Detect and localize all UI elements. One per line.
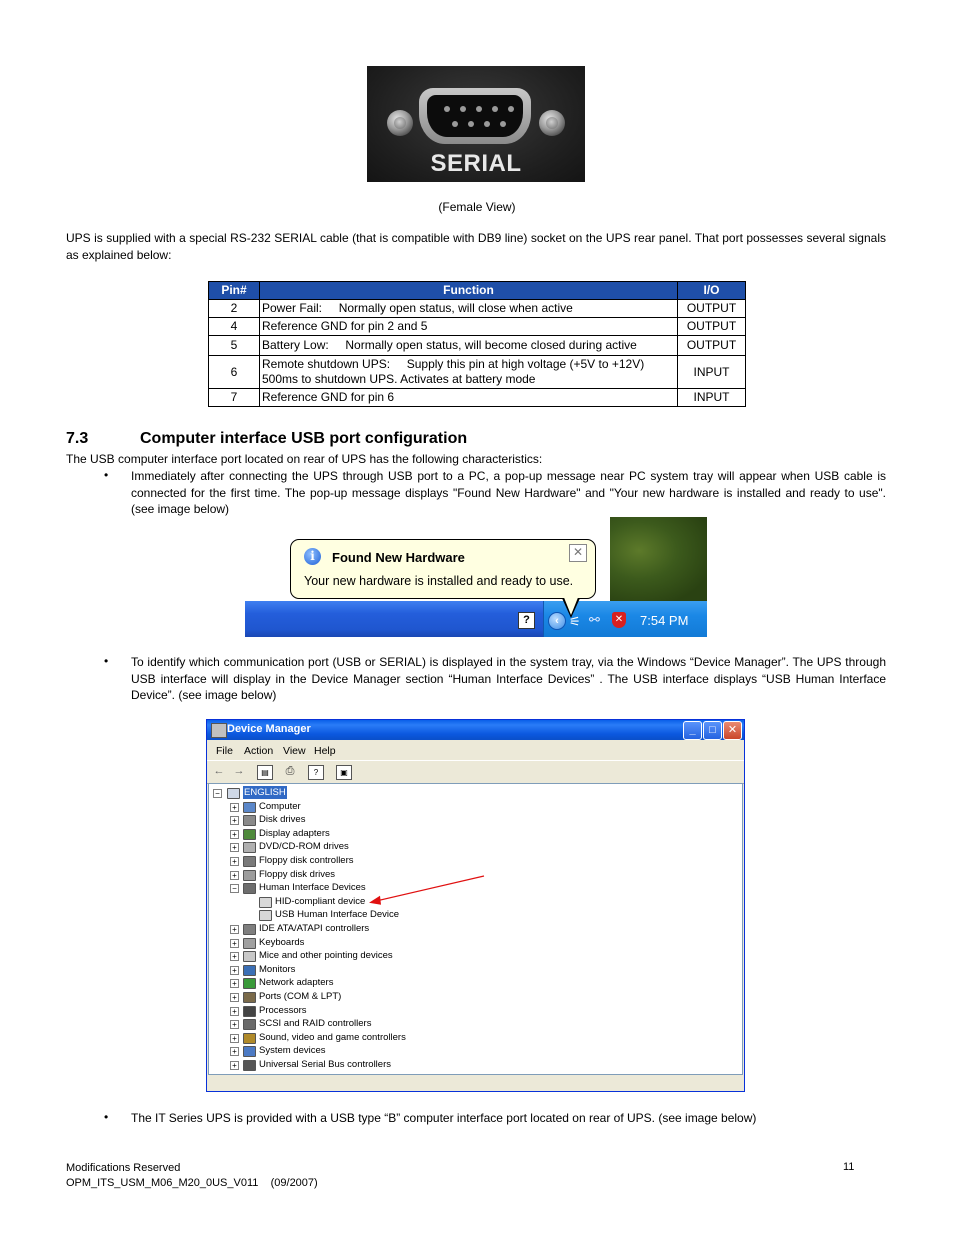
window-title: Device Manager bbox=[227, 723, 311, 735]
expand-toggle-icon[interactable]: + bbox=[230, 843, 239, 852]
arrow-head bbox=[369, 896, 381, 905]
expand-toggle-icon[interactable]: + bbox=[230, 857, 239, 866]
footer bbox=[66, 1161, 318, 1191]
bullet-icon: • bbox=[104, 654, 109, 668]
table-header-cell: I/O bbox=[678, 282, 746, 300]
tree-item-label: Computer bbox=[259, 800, 301, 812]
expand-toggle-icon[interactable]: + bbox=[230, 871, 239, 880]
left-screw-icon bbox=[387, 110, 413, 136]
help-icon[interactable]: ? bbox=[518, 612, 535, 629]
security-shield-icon[interactable]: ✕ bbox=[612, 612, 626, 628]
table-cell: 7 bbox=[209, 389, 260, 407]
table-cell: 4 bbox=[209, 318, 260, 336]
maximize-button[interactable]: □ bbox=[703, 721, 722, 740]
toolbar bbox=[207, 760, 744, 784]
tree-root-label: ENGLISH bbox=[244, 787, 286, 798]
bullet-text: The IT Series UPS is provided with a USB type “B” computer interface port located on rear of UPS. (see image below) bbox=[131, 1111, 757, 1125]
table-cell: 6 bbox=[209, 356, 260, 389]
serial-intro-paragraph: UPS is supplied with a special RS-232 SERIAL cable (that is compatible with DB9 line) socket on the UPS rear panel. That port possesses several signals as explained below: bbox=[66, 231, 886, 262]
desktop-wallpaper bbox=[610, 517, 707, 601]
close-button[interactable]: ✕ bbox=[723, 721, 742, 740]
section-title: Computer interface USB port configuration bbox=[140, 430, 468, 447]
photo-caption: (Female View) bbox=[438, 200, 516, 214]
tree-item-label: DVD/CD-ROM drives bbox=[259, 841, 349, 853]
table-row bbox=[209, 389, 746, 407]
forward-icon[interactable]: → bbox=[233, 765, 245, 777]
expand-toggle-icon[interactable]: + bbox=[230, 1007, 239, 1016]
table-cell: 5 bbox=[209, 336, 260, 356]
print-icon[interactable]: ⎙ bbox=[285, 765, 295, 777]
table-header-row bbox=[209, 282, 746, 300]
table-cell: INPUT bbox=[678, 356, 746, 389]
tray-clock: 7:54 PM bbox=[640, 613, 689, 628]
usb-device-icon[interactable]: ⚟ bbox=[569, 614, 581, 629]
menu-file[interactable]: File bbox=[216, 745, 233, 757]
expand-toggle-icon[interactable]: + bbox=[230, 966, 239, 975]
table-cell: OUTPUT bbox=[678, 300, 746, 318]
table-cell: 2 bbox=[209, 300, 260, 318]
expand-toggle-icon[interactable]: + bbox=[230, 925, 239, 934]
table-cell: Reference GND for pin 6 bbox=[260, 389, 678, 407]
tree-item-label: Mice and other pointing devices bbox=[259, 950, 393, 962]
back-icon[interactable]: ← bbox=[213, 765, 225, 777]
table-cell: Power Fail: Normally open status, will close when active bbox=[260, 300, 678, 318]
tree-item-label: HID-compliant device bbox=[275, 895, 366, 907]
table-cell: Reference GND for pin 2 and 5 bbox=[260, 318, 678, 336]
menu-view[interactable]: View bbox=[283, 745, 306, 757]
table-row bbox=[209, 300, 746, 318]
balloon-message: Your new hardware is installed and ready to use. bbox=[304, 574, 574, 588]
collapse-toggle-icon[interactable]: − bbox=[213, 789, 222, 798]
balloon-title: Found New Hardware bbox=[332, 550, 465, 565]
table-row bbox=[209, 318, 746, 336]
device-tree bbox=[208, 783, 743, 1075]
footer-doc-id: OPM_ITS_USM_M06_M20_0US_V011 (09/2007) bbox=[66, 1177, 318, 1189]
table-cell: Battery Low: Normally open status, will become closed during active bbox=[260, 336, 678, 356]
table-header-cell: Function bbox=[260, 282, 678, 300]
tree-item-label: SCSI and RAID controllers bbox=[259, 1018, 372, 1030]
show-hidden-icons-icon[interactable]: ‹ bbox=[548, 612, 566, 630]
serial-label: SERIAL bbox=[430, 150, 522, 177]
table-header-cell: Pin# bbox=[209, 282, 260, 300]
expand-toggle-icon[interactable]: + bbox=[230, 1047, 239, 1056]
tree-item-label: Keyboards bbox=[259, 936, 305, 948]
table-cell: Remote shutdown UPS: Supply this pin at high voltage (+5V to +12V) 500ms to shutdown UPS. Activates at battery mode bbox=[260, 356, 678, 389]
menu-action[interactable]: Action bbox=[244, 745, 274, 757]
section-intro: The USB computer interface port located on rear of UPS has the following characteristics: bbox=[66, 452, 543, 466]
table-cell: OUTPUT bbox=[678, 336, 746, 356]
tree-item-label: IDE ATA/ATAPI controllers bbox=[259, 922, 370, 934]
tree-item-label: Sound, video and game controllers bbox=[259, 1031, 406, 1043]
info-icon: i bbox=[304, 548, 321, 565]
device-manager-window bbox=[206, 719, 745, 1092]
menu-bar bbox=[207, 741, 744, 760]
expand-toggle-icon[interactable]: + bbox=[230, 803, 239, 812]
tree-item-label: System devices bbox=[259, 1045, 326, 1057]
tree-item-label: Universal Serial Bus controllers bbox=[259, 1058, 391, 1070]
section-number: 7.3 bbox=[66, 430, 89, 447]
balloon-tail-fill bbox=[563, 595, 579, 615]
close-icon[interactable]: ✕ bbox=[569, 544, 587, 562]
minimize-button[interactable]: _ bbox=[683, 721, 702, 740]
expand-toggle-icon[interactable]: + bbox=[230, 939, 239, 948]
tree-item-label: Human Interface Devices bbox=[259, 882, 366, 894]
serial-port-photo bbox=[367, 66, 585, 182]
expand-toggle-icon[interactable]: + bbox=[230, 952, 239, 961]
menu-help[interactable]: Help bbox=[314, 745, 336, 757]
table-cell: OUTPUT bbox=[678, 318, 746, 336]
status-bar bbox=[208, 1077, 743, 1091]
bullet-icon: • bbox=[104, 1110, 109, 1124]
expand-toggle-icon[interactable]: + bbox=[230, 830, 239, 839]
computer-icon bbox=[211, 723, 227, 738]
arrow-line bbox=[373, 876, 484, 902]
scan-hardware-icon[interactable]: ▣ bbox=[336, 765, 352, 780]
window-titlebar[interactable] bbox=[207, 720, 744, 740]
notification-balloon[interactable] bbox=[290, 539, 596, 599]
tree-item-label: USB Human Interface Device bbox=[275, 909, 400, 921]
collapse-toggle-icon[interactable]: − bbox=[230, 884, 239, 893]
footer-line: Modifications Reserved bbox=[66, 1162, 181, 1174]
bullet-text: Immediately after connecting the UPS through USB port to a PC, a pop-up message near PC system tray will appear when USB cable is connected for the first time. The pop-up message displays "Found New Hardware" and "Your new hardware is installed and ready to use". (see image below) bbox=[131, 469, 886, 516]
tree-item-label: Disk drives bbox=[259, 814, 306, 826]
bullet-icon: • bbox=[104, 468, 109, 482]
tree-item-label: Monitors bbox=[259, 963, 296, 975]
properties-icon[interactable]: ▤ bbox=[257, 765, 273, 780]
tree-item-label: Display adapters bbox=[259, 827, 330, 839]
section-heading bbox=[66, 430, 467, 448]
tree-item-label: Ports (COM & LPT) bbox=[259, 990, 342, 1002]
tree-item-label: Floppy disk drives bbox=[259, 868, 336, 880]
table-cell: INPUT bbox=[678, 389, 746, 407]
found-new-hardware-screenshot bbox=[245, 517, 707, 637]
help-icon[interactable]: ? bbox=[308, 765, 324, 780]
annotation-arrow bbox=[209, 784, 744, 1076]
expand-toggle-icon[interactable]: + bbox=[230, 1061, 239, 1070]
pin-table bbox=[208, 281, 746, 407]
expand-toggle-icon[interactable]: + bbox=[230, 1020, 239, 1029]
expand-toggle-icon[interactable]: + bbox=[230, 1034, 239, 1043]
tree-item-label: Network adapters bbox=[259, 977, 334, 989]
expand-toggle-icon[interactable]: + bbox=[230, 816, 239, 825]
expand-toggle-icon[interactable]: + bbox=[230, 993, 239, 1002]
expand-toggle-icon[interactable]: + bbox=[230, 979, 239, 988]
db9-connector-icon bbox=[419, 88, 531, 144]
network-icon[interactable]: ⚯ bbox=[589, 612, 600, 627]
page-number: 11 bbox=[843, 1161, 855, 1173]
tree-item-label: Processors bbox=[259, 1004, 307, 1016]
bullet-text: To identify which communication port (USB or SERIAL) is displayed in the system tray, via the Windows “Device Manager”. The UPS through USB interface will display in the Device Manager section “Human Interface Devices” . The USB interface displays “USB Human Interface Device”. (see image below) bbox=[131, 655, 886, 702]
table-row bbox=[209, 336, 746, 356]
right-screw-icon bbox=[539, 110, 565, 136]
tree-item-label: Floppy disk controllers bbox=[259, 854, 354, 866]
table-row bbox=[209, 356, 746, 389]
